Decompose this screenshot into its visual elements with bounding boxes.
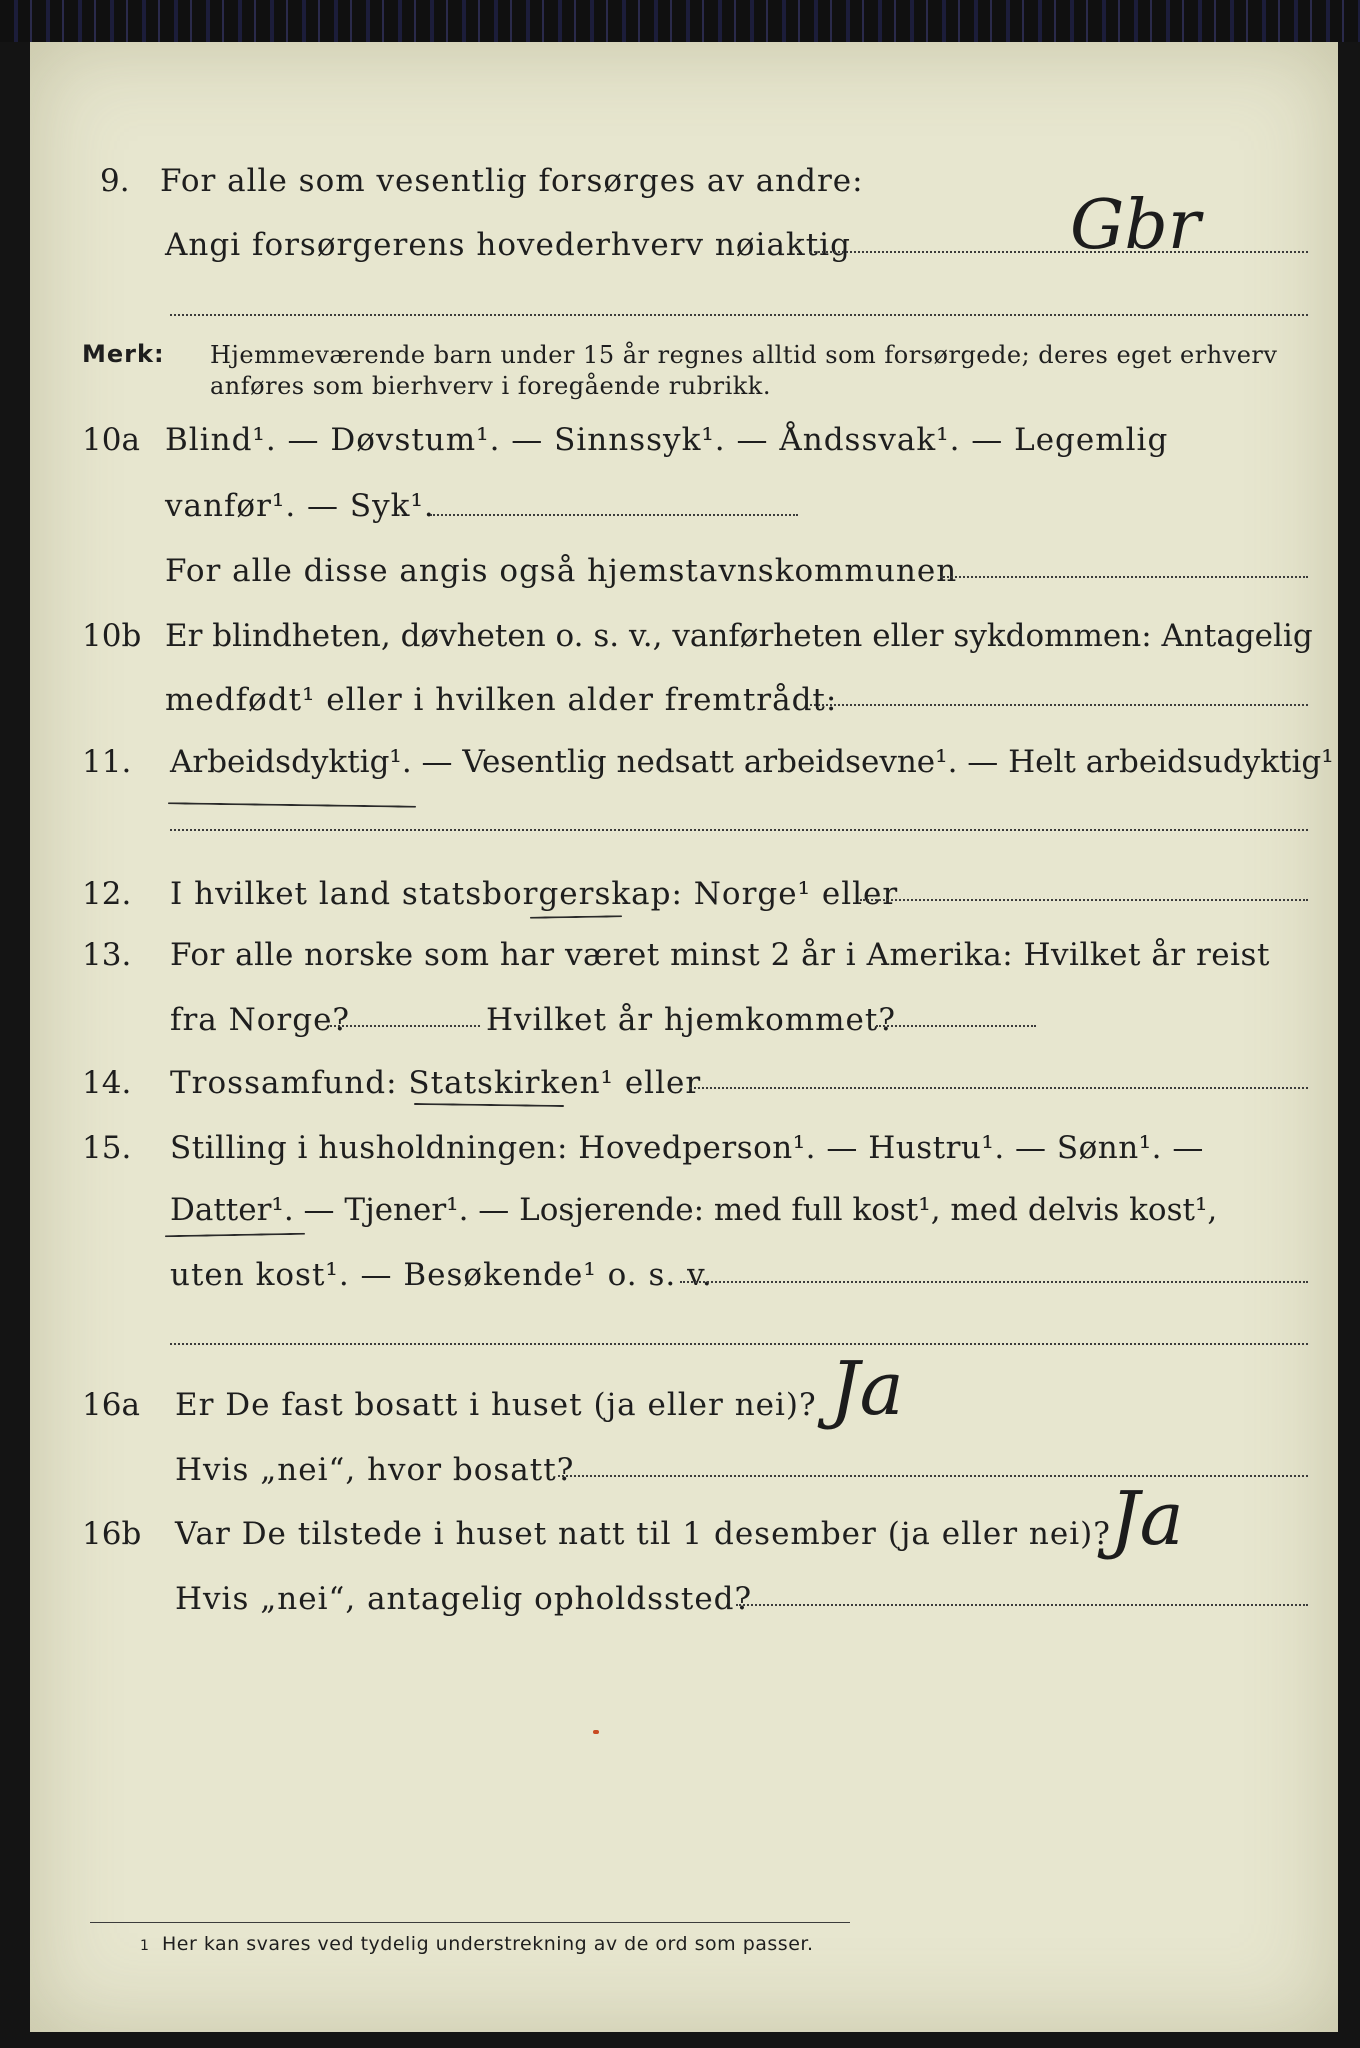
q10b-line1: Er blindheten, døvheten o. s. v., vanførheten eller sykdommen: Antagelig [165,618,1313,654]
q13-number: 13. [82,937,132,973]
q15-number: 15. [82,1130,132,1166]
q16b-handwritten-answer: Ja [1110,1476,1184,1562]
footnote-rule [90,1922,850,1923]
q9-line1: For alle som vesentlig forsørges av andre: [160,163,864,199]
q10a-line1: Blind¹. — Døvstum¹. — Sinnssyk¹. — Åndssvak¹. — Legemlig [165,422,1169,458]
q10a-number: 10a [82,422,140,458]
q14-answer-line [690,1087,1308,1089]
q13-hjemkommet-line [876,1025,1036,1027]
census-form-page [30,42,1338,2032]
merk-line1: Hjemmeværende barn under 15 år regnes alltid som forsørgede; deres eget erhverv [210,341,1278,369]
q10b-number: 10b [82,618,142,654]
q15-answer-line [680,1281,1308,1283]
q11-number: 11. [82,744,132,780]
q10a-syk-line [430,514,798,516]
q11-line1: Arbeidsdyktig¹. — Vesentlig nedsatt arbeidsevne¹. — Helt arbeidsudyktig¹ [170,744,1334,780]
scan-top-edge [0,0,1360,42]
q13-line2b: Hvilket år hjemkommet? [486,1002,896,1038]
merk-line2: anføres som bierhverv i foregående rubrikk. [210,372,771,400]
q16a-number: 16a [82,1387,140,1423]
q16b-line1: Var De tilstede i huset natt til 1 desember (ja eller nei)? [175,1516,1111,1552]
q16b-opholdssted-line [736,1604,1308,1606]
q14-number: 14. [82,1065,132,1101]
q10a-line2: vanfør¹. — Syk¹. [165,488,435,524]
q11-extra-line [170,829,1308,831]
footnote-marker: 1 [140,1938,150,1954]
q10a-kommune-line [940,576,1308,578]
merk-label: Merk: [82,340,165,368]
q14-line1: Trossamfund: Statskirken¹ eller [170,1065,702,1101]
q13-line1: For alle norske som har været minst 2 år i Amerika: Hvilket år reist [170,937,1270,973]
q11-underline-arbeidsdyktig [168,802,416,807]
q10a-line3: For alle disse angis også hjemstavnskommunen [165,553,958,589]
q16a-line1: Er De fast bosatt i huset (ja eller nei)? [175,1387,817,1423]
q16a-bosatt-line [558,1475,1308,1477]
q9-handwritten-answer: Gbr [1070,186,1201,265]
q15-line2: Datter¹. — Tjener¹. — Losjerende: med full kost¹, med delvis kost¹, [170,1192,1218,1228]
q15-line3: uten kost¹. — Besøkende¹ o. s. v. [170,1257,713,1293]
q16a-line2: Hvis „nei“, hvor bosatt? [175,1452,575,1488]
q12-number: 12. [82,876,132,912]
q16b-line2: Hvis „nei“, antagelig opholdssted? [175,1581,753,1617]
q13-line2a: fra Norge? [170,1002,351,1038]
ink-mark [593,1730,599,1734]
footnote-text: Her kan svares ved tydelig understrekning av de ord som passer. [162,1933,814,1955]
q15-underline-datter [165,1233,305,1237]
q16b-number: 16b [82,1516,142,1552]
q12-answer-line [860,899,1308,901]
q16a-handwritten-answer: Ja [830,1346,904,1432]
q9-answer-line [810,251,1308,253]
q12-line1: I hvilket land statsborgerskap: Norge¹ eller [170,876,899,912]
q13-reist-line [330,1025,480,1027]
q10b-line2: medfødt¹ eller i hvilken alder fremtrådt: [165,682,838,718]
q10b-answer-line [810,704,1308,706]
q9-extra-line [170,314,1308,316]
q14-underline-statskirken [414,1103,564,1107]
q15-line1: Stilling i husholdningen: Hovedperson¹. — Hustru¹. — Sønn¹. — [170,1130,1204,1166]
q15-extra-line [170,1343,1308,1345]
q9-line2: Angi forsørgerens hovederhverv nøiaktig [165,227,851,263]
q9-number: 9. [100,163,130,199]
q12-underline-norge [530,915,622,919]
